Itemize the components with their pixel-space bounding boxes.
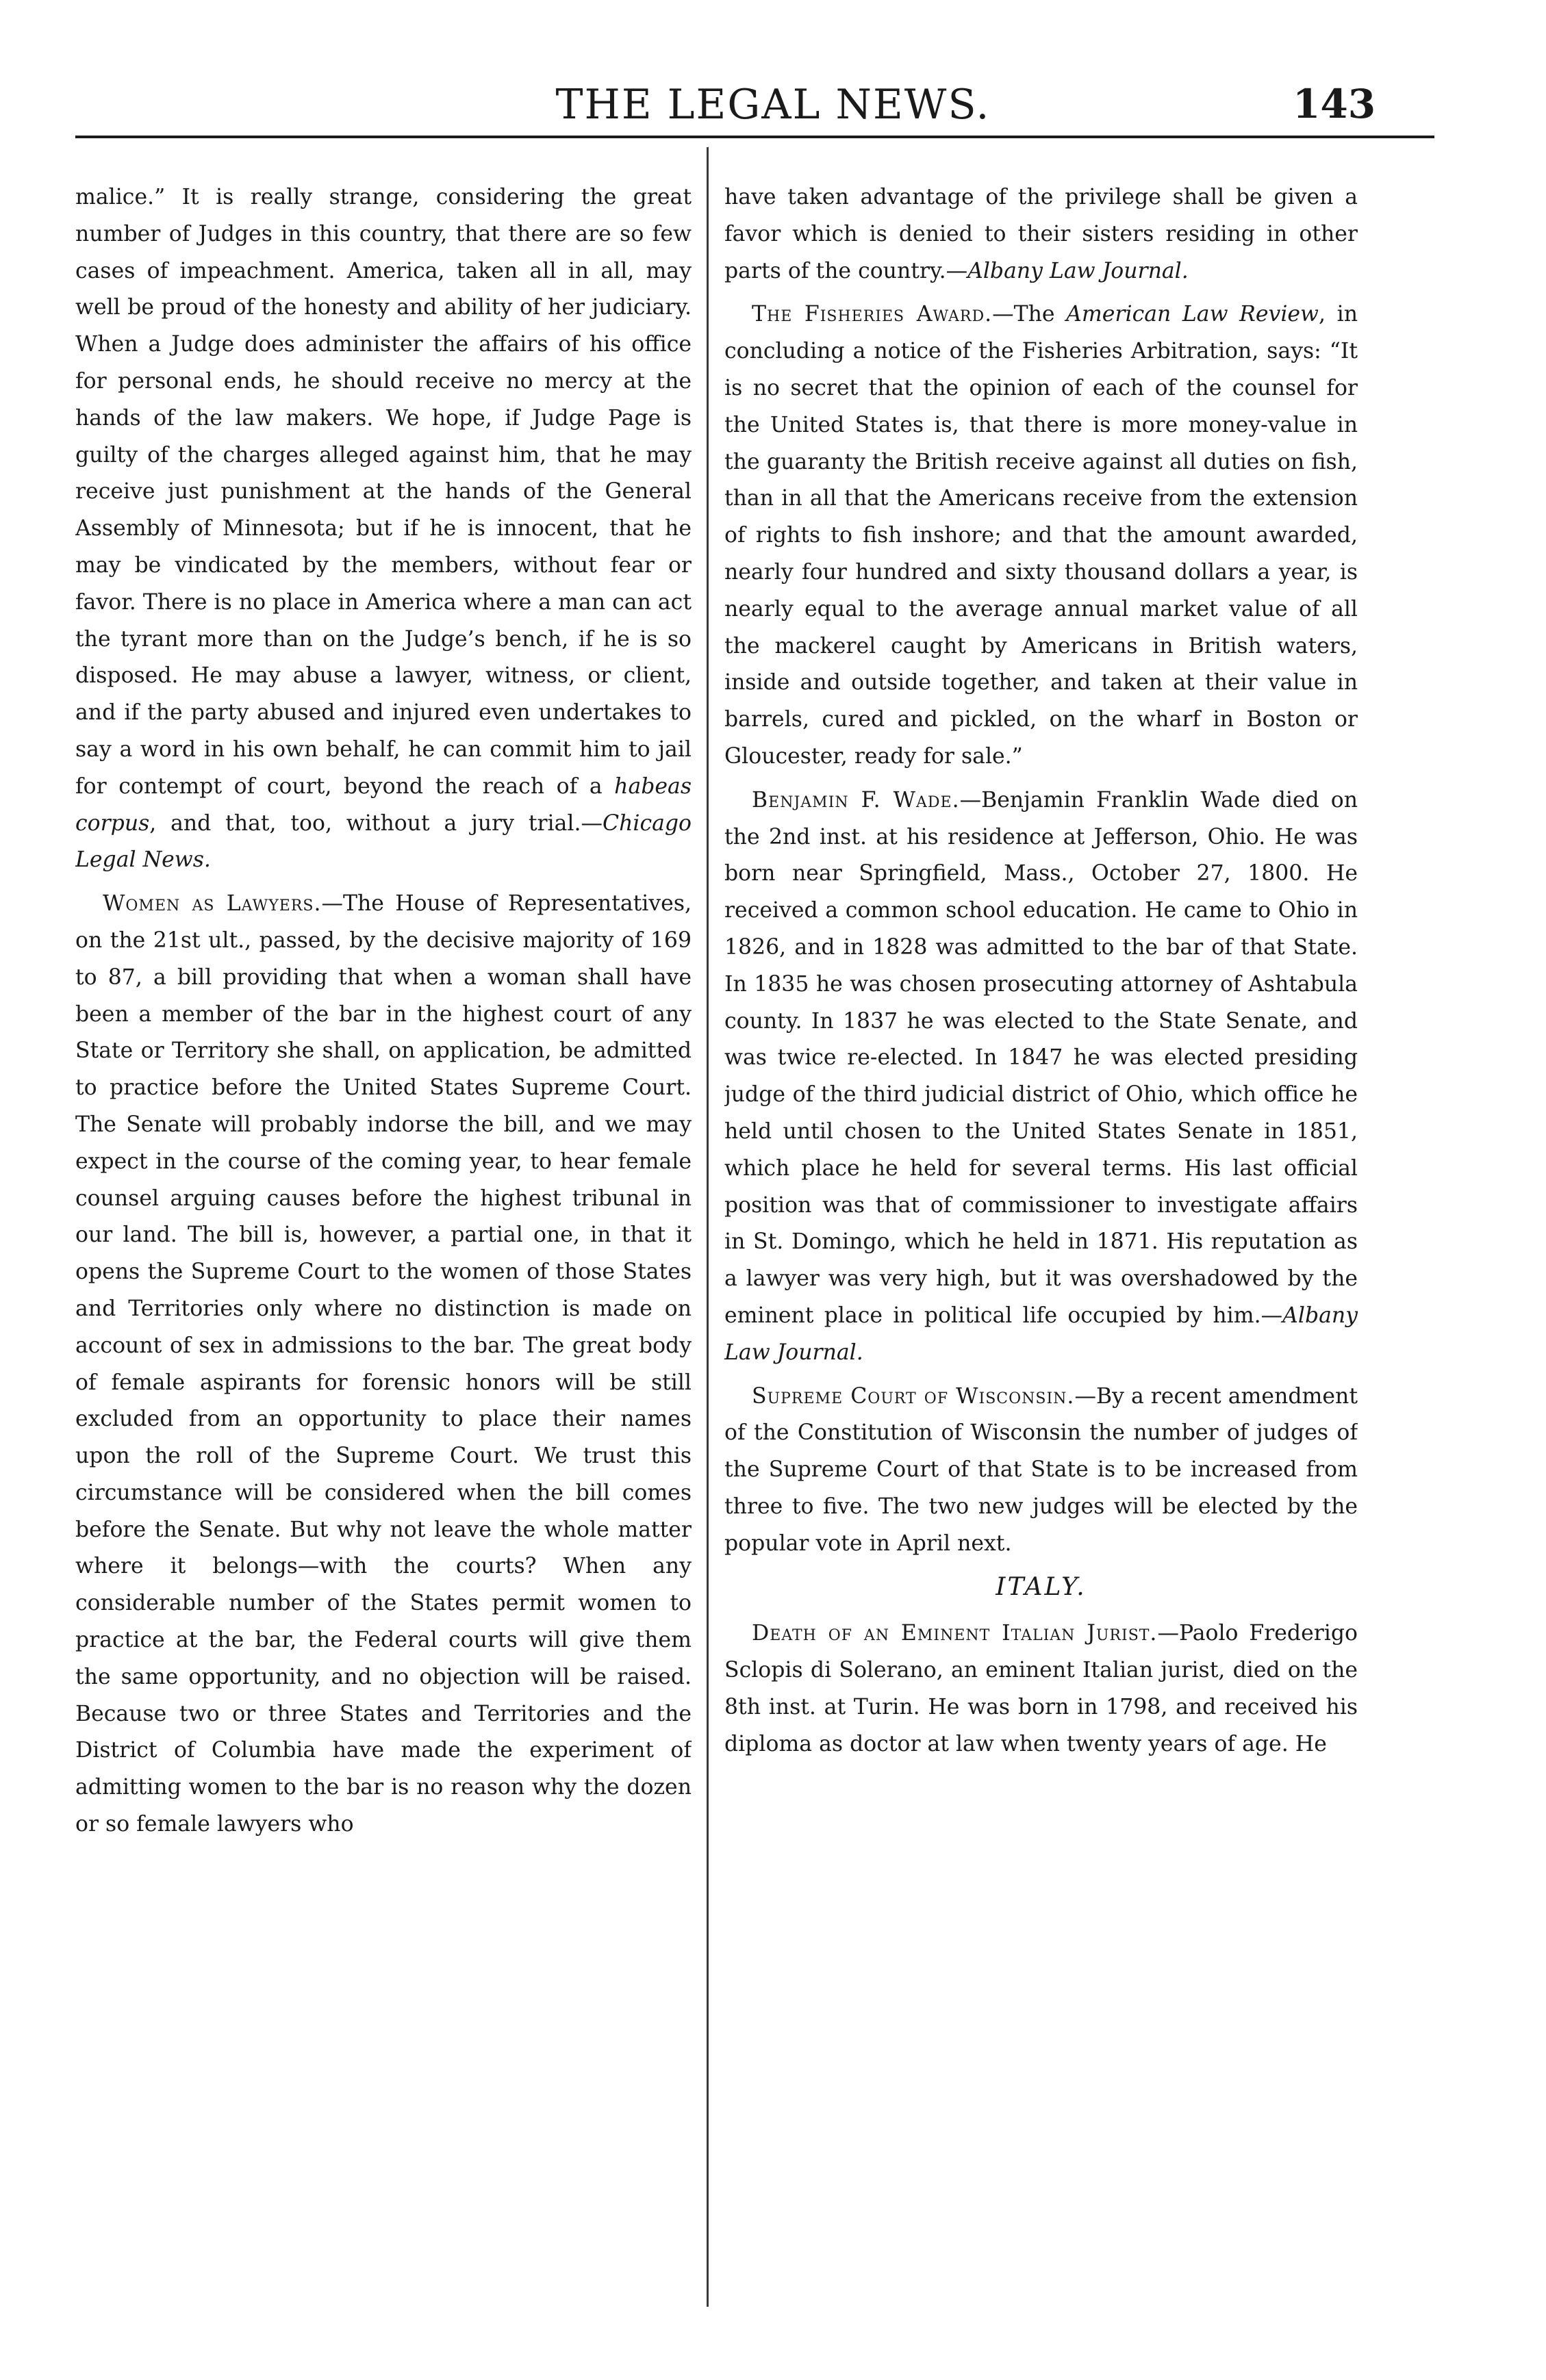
women-lawyers-text: —The House of Representatives, on the 21st ult., passed, by the decisive majority of 169 to 87, a bill providing that when a woman shall have been a member of the bar in the highest court of any State or Territory she shall, on application, be admitted to practice before the United States Supreme Court. The Senate will probably indorse the bill, and we may expect in the course of the coming year, to hear female counsel arguing causes before the highest tribunal in our land. The bill is, however, a partial one, in that it opens the Supreme Court to the women of those States and Territories only where no distinction is made on account of sex in admissions to the bar. The great body of female aspirants for forensic honors will be still excluded from an opportunity to place their names upon the roll of the Supreme Court. We trust this circumstance will be considered when the bill comes before the Senate. But why not leave the whole matter where it belongs—with the courts? When any considerable number of the States permit women to practice at the bar, the Federal courts will give them the same opportunity, and no objection will be raised. Because two or three States and Territories and the District of Columbia have made the experiment of admitting women to the bar is no reason why the dozen or so female lawyers who [75,891,692,1837]
continuation-paragraph [724,179,1358,290]
article-heading: Supreme Court of Wisconsin. [752,1383,1075,1409]
continuation-text: have taken advantage of the privilege shall be given a favor which is denied to their sisters residing in other parts of the country.— [724,185,1358,283]
column-divider [707,147,709,2307]
law-review-title: American Law Review [1066,302,1319,327]
fisheries-paragraph [724,296,1358,775]
header-rule [75,136,1434,138]
wisconsin-paragraph [724,1379,1358,1563]
impeachment-tail: , and that, too, without a jury trial.— [149,810,603,836]
wade-text: —Benjamin Franklin Wade died on the 2nd inst. at his residence at Jefferson, Ohio. He was born near Springfield, Mass., October 27, 1800. He received a common school education. He came to Ohio in 1826, and in 1828 was admitted to the bar of that State. In 1835 he was chosen prosecuting attorney of Ashtabula county. In 1837 he was elected to the State Senate, and was twice re-elected. In 1847 he was elected presiding judge of the third judicial district of Ohio, which office he held until chosen to the United States Senate in 1851, which place he held for several terms. His last official position was that of commissioner to investigate affairs in St. Domingo, which he held in 1871. His reputation as a lawyer was very high, but it was overshadowed by the eminent place in political life occupied by him.— [724,787,1358,1328]
source-citation: Chicago Legal News. [75,810,692,873]
impeachment-paragraph [75,179,692,879]
page-header [0,81,1546,136]
article-heading: Death of an Eminent Italian Jurist. [752,1621,1158,1646]
italian-jurist-paragraph [724,1615,1358,1763]
right-column [724,179,1358,2322]
left-column [75,179,692,2322]
section-title: ITALY. [996,1573,1087,1602]
wisconsin-text: —By a recent amendment of the Constitution of Wisconsin the number of judges of the Supreme Court of that State is to be increased from three to five. The two new judges will be elected by the popular vote in April next. [724,1383,1358,1556]
fisheries-text-a: —The [992,302,1067,327]
habeas-corpus-term: habeas corpus [75,773,692,836]
running-title: THE LEGAL NEWS. [555,81,991,129]
impeachment-text: malice.” It is really strange, considering the great number of Judges in this country, that there are so few cases of impeachment. America, taken all in all, may well be proud of the honesty and ability of her judiciary. When a Judge does administer the affairs of his office for personal ends, he should receive no mercy at the hands of the law makers. We hope, if Judge Page is guilty of the charges alleged against him, that he may receive just punishment at the hands of the General Assembly of Minnesota; but if he is innocent, that he may be vindicated by the members, without fear or favor. There is no place in America where a man can act the tyrant more than on the Judge’s bench, if he is so disposed. He may abuse a lawyer, witness, or client, and if the party abused and injured even undertakes to say a word in his own behalf, he can commit him to jail for contempt of court, beyond the reach of a [75,185,692,799]
women-lawyers-paragraph [75,886,692,1843]
source-citation: Albany Law Journal. [724,1303,1358,1365]
article-heading: Women as Lawyers. [103,891,322,917]
page-number: 143 [1293,81,1376,127]
italian-jurist-text: —Paolo Frederigo Sclopis di Solerano, an eminent Italian jurist, died on the 8th inst. at Turin. He was born in 1798, and received his diploma as doctor at law when twenty years of age. He [724,1621,1358,1756]
article-heading: Benjamin F. Wade. [752,787,960,812]
fisheries-text-b: , in concluding a notice of the Fisheries Arbitration, says: “It is no secret that the opinion of each of the counsel for the United States is, that there is more money-value in the guaranty the British receive against all duties on fish, than in all that the Americans receive from the extension of rights to fish inshore; and that the amount awarded, nearly four hundred and sixty thousand dollars a year, is nearly equal to the average annual market value of all the mackerel caught by Americans in British waters, inside and outside together, and taken at their value in barrels, cured and pickled, on the wharf in Boston or Gloucester, ready for sale.” [724,302,1358,769]
article-heading: The Fisheries Award. [752,302,993,327]
source-citation: Albany Law Journal. [967,258,1189,283]
wade-paragraph [724,782,1358,1372]
